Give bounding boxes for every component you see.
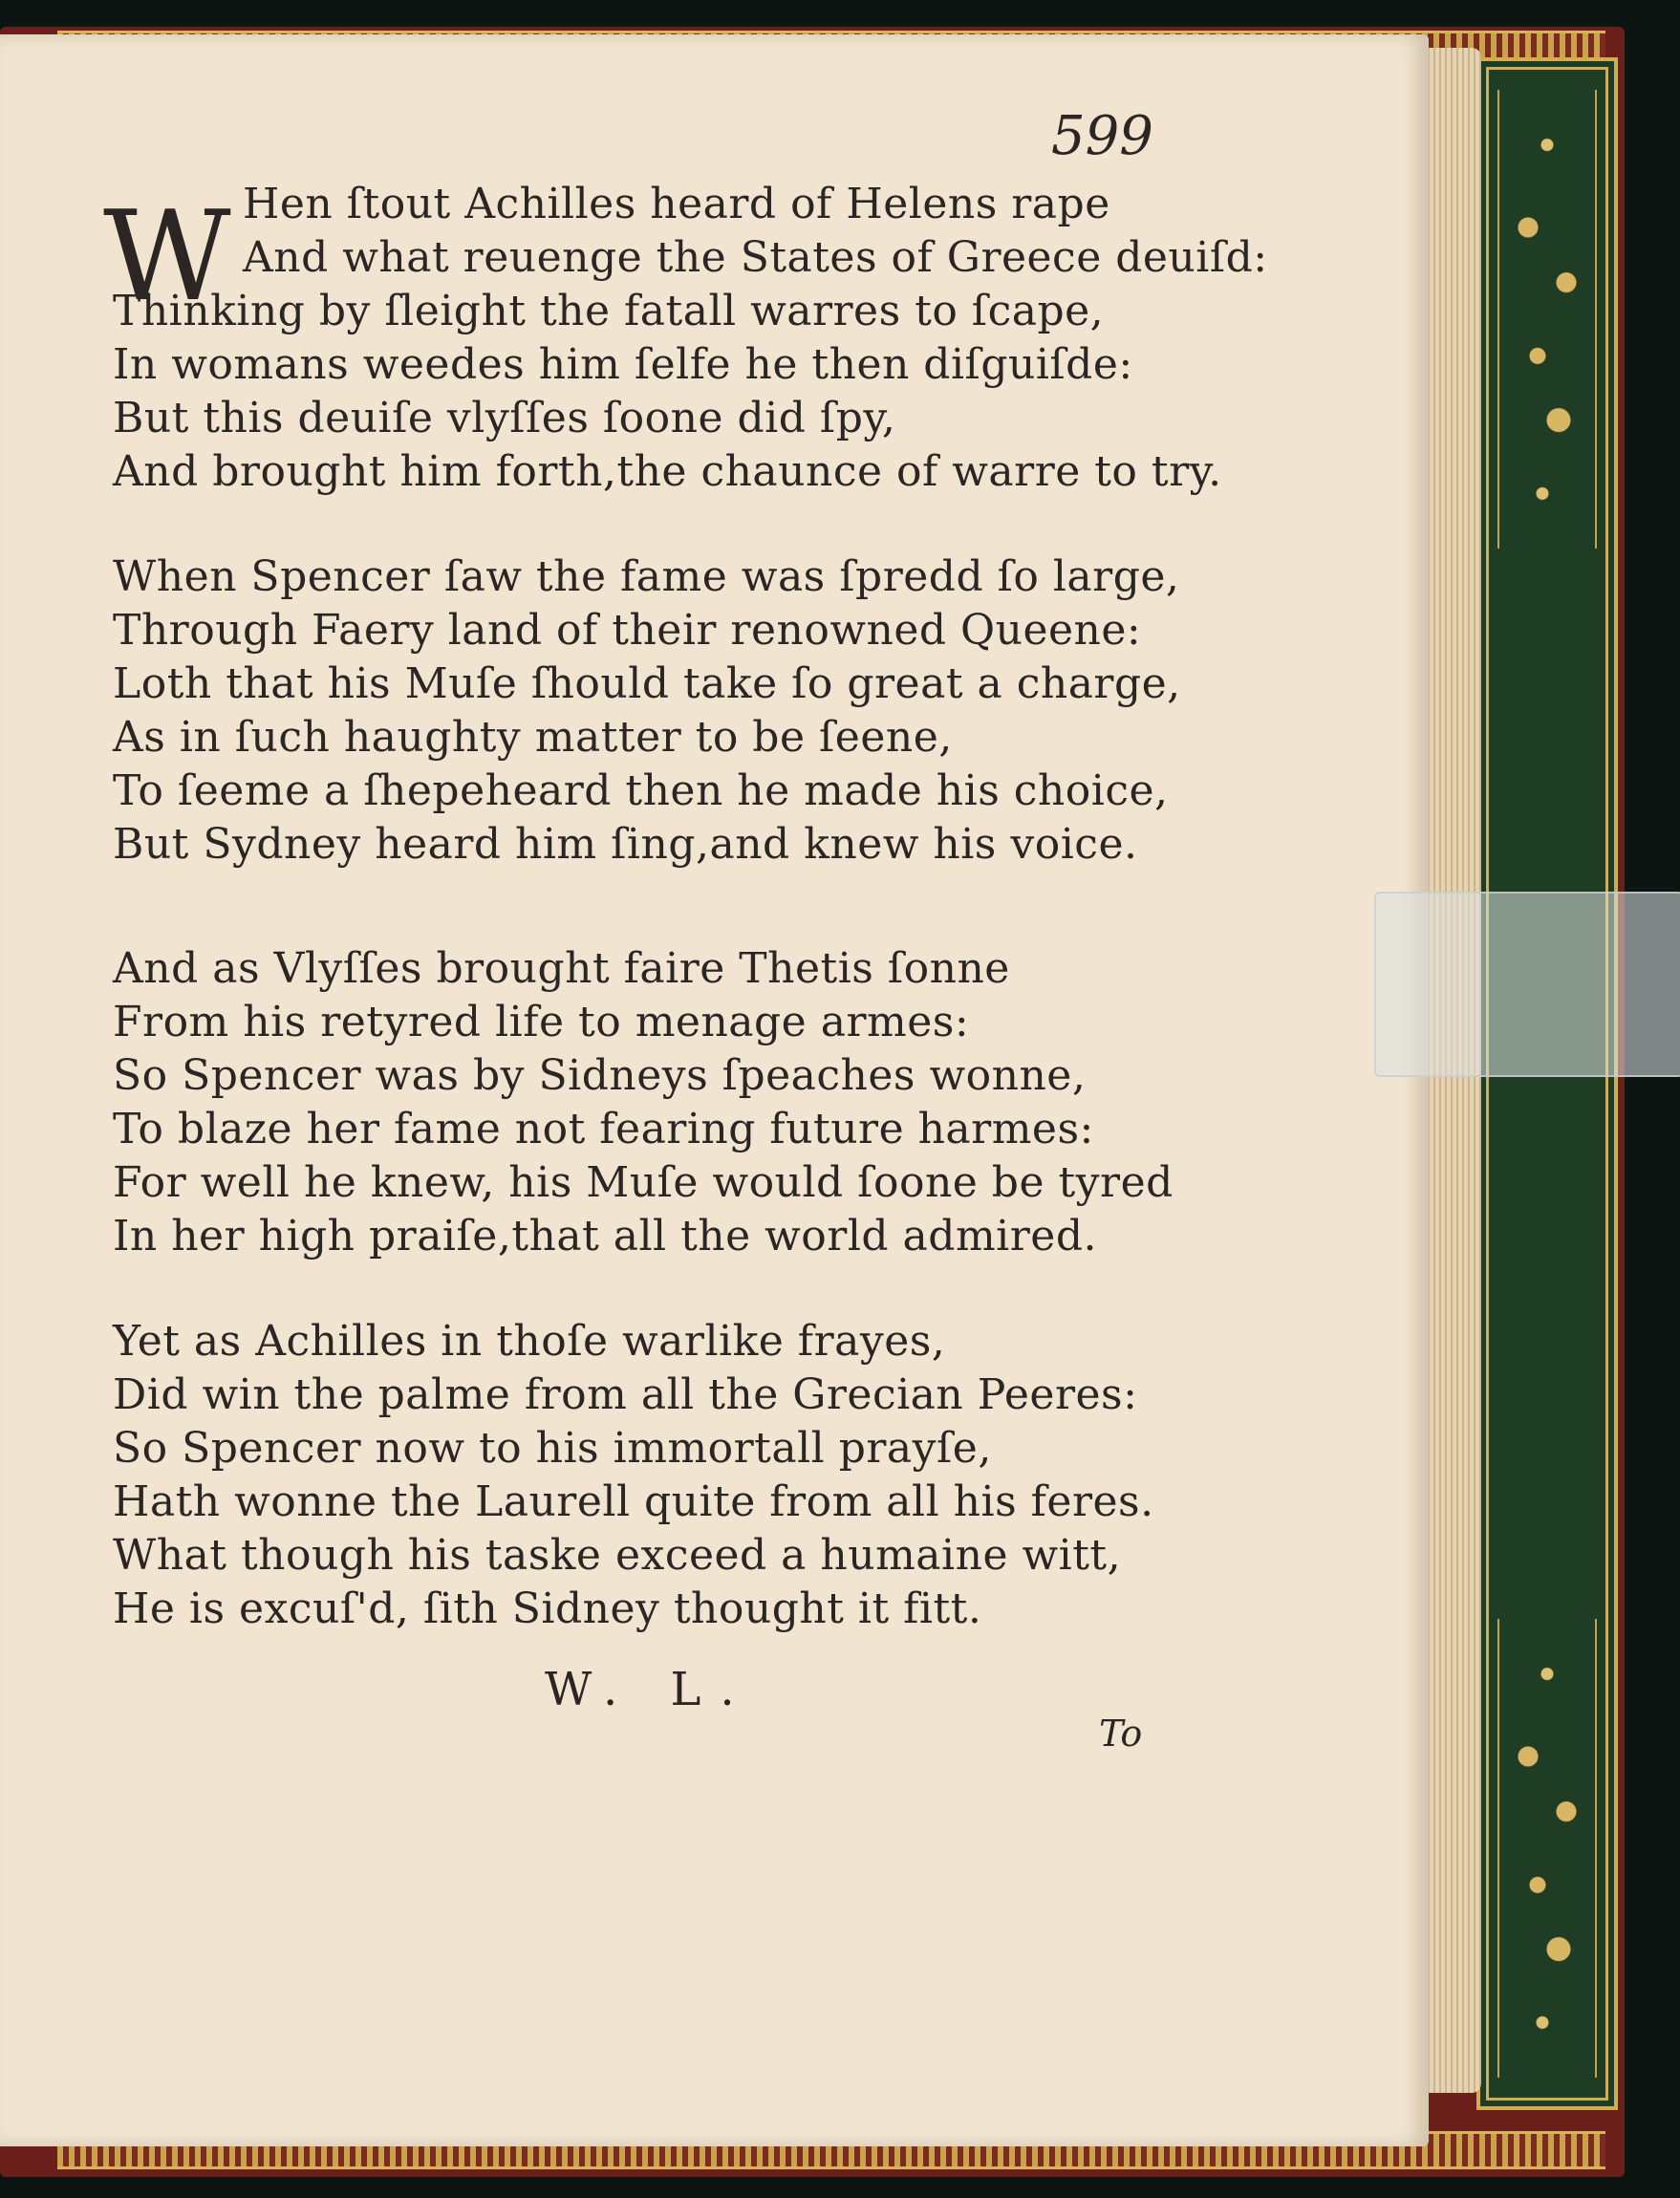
drop-cap: W [103, 183, 231, 329]
poem-line: Thinking by ſleight the fatall warres to ſcape, [113, 287, 1105, 335]
poem-line: Yet as Achilles in thoſe warlike frayes, [113, 1317, 946, 1366]
page-text [0, 34, 1429, 2146]
poem-line: He is excuſ'd, ſith Sidney thought it fitt. [113, 1584, 982, 1633]
page-number: 599 [1051, 105, 1153, 167]
poem-line: When Spencer ſaw the fame was ſpredd ſo large, [113, 552, 1180, 601]
stanza-3 [113, 942, 1174, 1263]
poem-line: And what reuenge the States of Greece deuiſd: [243, 233, 1268, 282]
poem-line: But this deuiſe vlyſſes ſoone did ſpy, [113, 394, 896, 442]
poem-line: To ſeeme a ſhepeheard then he made his choice, [113, 766, 1169, 815]
page-tab-marker [1374, 892, 1680, 1077]
poem-line: In her high praiſe,that all the world admired. [113, 1212, 1097, 1261]
stanza-2 [113, 550, 1181, 872]
gilt-ornament-top-icon [1497, 90, 1597, 549]
poem-line: What though his taske exceed a humaine witt, [113, 1531, 1122, 1580]
poem-line: And as Vlyſſes brought faire Thetis ſonne [113, 944, 1010, 993]
gilt-ornament-bottom-icon [1497, 1619, 1597, 2078]
poem-line: But Sydney heard him ſing,and knew his voice. [113, 820, 1138, 869]
stanza-1 [113, 178, 1268, 499]
book-page [0, 34, 1429, 2146]
green-cover-panel [1476, 57, 1618, 2110]
catchword: To [1099, 1713, 1143, 1755]
poem-line: To blaze her fame not fearing future harmes: [113, 1105, 1094, 1153]
poem-line: Did win the palme from all the Grecian Peeres: [113, 1370, 1138, 1419]
stanza-4 [113, 1315, 1154, 1636]
poem-line: Loth that his Muſe ſhould take ſo great a charge, [113, 659, 1181, 708]
poem-line: So Spencer was by Sidneys ſpeaches wonne, [113, 1051, 1087, 1100]
poem-line: From his retyred life to menage armes: [113, 998, 970, 1046]
signature: W. L. [545, 1663, 754, 1716]
poem-line: In womans weedes him ſelfe he then diſguiſde: [113, 340, 1133, 389]
poem-line: And brought him forth,the chaunce of warre to try. [113, 447, 1222, 496]
poem-line: Hen ſtout Achilles heard of Helens rape [243, 180, 1110, 228]
poem-line: As in ſuch haughty matter to be ſeene, [113, 713, 953, 762]
poem-line: So Spencer now to his immortall prayſe, [113, 1424, 992, 1473]
poem-line: Through Faery land of their renowned Queene: [113, 606, 1142, 655]
poem-line: Hath wonne the Laurell quite from all his feres. [113, 1477, 1154, 1526]
poem-line: For well he knew, his Muſe would ſoone be tyred [113, 1158, 1174, 1207]
